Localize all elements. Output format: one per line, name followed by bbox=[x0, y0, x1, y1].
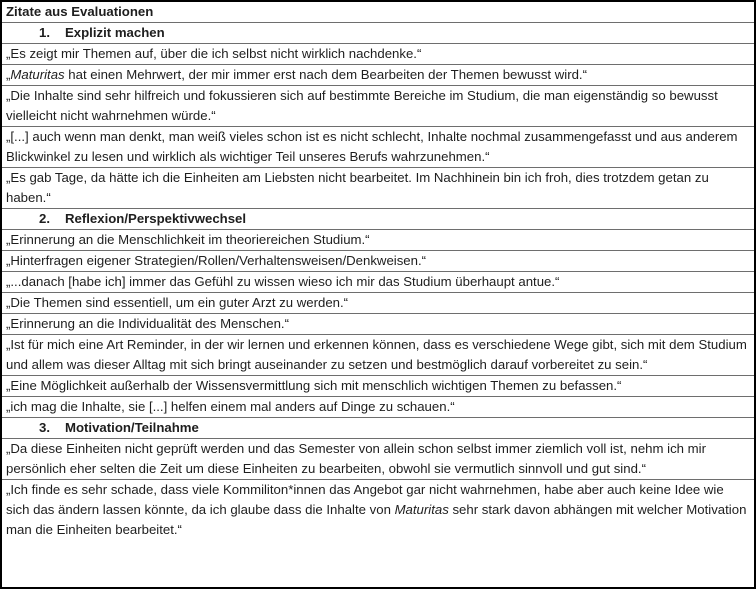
section-number: 1. bbox=[39, 25, 50, 40]
quote-text: „...danach [habe ich] immer das Gefühl zu wissen wieso ich mir das Studium überhaupt antue.“ bbox=[6, 274, 560, 289]
section-label: Motivation/Teilnahme bbox=[65, 420, 199, 435]
quote-text: „Die Themen sind essentiell, um ein guter Arzt zu werden.“ bbox=[6, 295, 349, 310]
quote-text: „Ich finde es sehr schade, dass viele Kommiliton*innen das Angebot gar nicht wahrnehmen, habe aber auch keine Idee wie sich das ändern lassen könnte, da ich glaube dass die Inhalte von bbox=[6, 482, 724, 517]
quote-text: „ich mag die Inhalte, sie [...] helfen einem mal anders auf Dinge zu schauen.“ bbox=[6, 399, 455, 414]
quote-row bbox=[2, 44, 754, 65]
quote-row bbox=[2, 376, 754, 397]
quote-row bbox=[2, 272, 754, 293]
quote-text: hat einen Mehrwert, der mir immer erst nach dem Bearbeiten der Themen bewusst wird.“ bbox=[64, 67, 587, 82]
section-label: Explizit machen bbox=[65, 25, 165, 40]
quote-row bbox=[2, 65, 754, 86]
quote-text: „[...] auch wenn man denkt, man weiß vieles schon ist es nicht schlecht, Inhalte nochmal zusammengefasst und aus anderem Blickwinkel zu lesen und wirklich als wichtiger Teil unseres Berufs wahrzunehmen.“ bbox=[6, 129, 738, 164]
quote-row bbox=[2, 251, 754, 272]
quote-row bbox=[2, 314, 754, 335]
program-name-italic: Maturitas bbox=[394, 502, 449, 517]
quote-text: „Es gab Tage, da hätte ich die Einheiten am Liebsten nicht bearbeitet. Im Nachhinein bin ich froh, dies trotzdem getan zu haben.“ bbox=[6, 170, 709, 205]
quote-text: „Die Inhalte sind sehr hilfreich und fokussieren sich auf bestimmte Bereiche im Studium, die man eigenständig so bewusst vielleicht nicht wahrnehmen würde.“ bbox=[6, 88, 718, 123]
quote-text: sehr stark davon abhängen mit welcher Motivation man die Einheiten bearbeitet.“ bbox=[6, 502, 747, 537]
section-label: Reflexion/Perspektivwechsel bbox=[65, 211, 247, 226]
quote-text: „Es zeigt mir Themen auf, über die ich selbst nicht wirklich nachdenke.“ bbox=[6, 46, 422, 61]
quote-row bbox=[2, 439, 754, 480]
quote-row bbox=[2, 127, 754, 168]
quote-text: „Erinnerung an die Menschlichkeit im theoriereichen Studium.“ bbox=[6, 232, 370, 247]
quote-row bbox=[2, 293, 754, 314]
program-name-italic: Maturitas bbox=[10, 67, 65, 82]
quote-text: „Hinterfragen eigener Strategien/Rollen/Verhaltensweisen/Denkweisen.“ bbox=[6, 253, 427, 268]
quote-text: „Ist für mich eine Art Reminder, in der wir lernen und erkennen können, dass es verschiedene Wege gibt, sich mit dem Studium und allem was dieser Alltag mit sich bringt auseinander zu setzen und bestmöglich darauf vorbereitet zu sein.“ bbox=[6, 337, 747, 372]
section-header-row bbox=[2, 418, 754, 439]
table-title-row bbox=[2, 2, 754, 23]
table-title: Zitate aus Evaluationen bbox=[6, 4, 154, 19]
quote-text: „Eine Möglichkeit außerhalb der Wissensvermittlung sich mit menschlich wichtigen Themen zu befassen.“ bbox=[6, 378, 622, 393]
quote-text: „Da diese Einheiten nicht geprüft werden und das Semester von allein schon selbst immer ziemlich voll ist, nehm ich mir persönlich eher selten die Zeit um diese Einheiten zu bearbeiten, obwohl sie vermutlich sinnvoll und gut sind.“ bbox=[6, 441, 706, 476]
section-number: 3. bbox=[39, 420, 50, 435]
section-header-row bbox=[2, 209, 754, 230]
section-number: 2. bbox=[39, 211, 50, 226]
section-header-row bbox=[2, 23, 754, 44]
quote-row bbox=[2, 397, 754, 418]
quote-row bbox=[2, 480, 754, 540]
quote-row bbox=[2, 230, 754, 251]
quote-text: „ bbox=[6, 67, 11, 82]
quote-text: „Erinnerung an die Individualität des Menschen.“ bbox=[6, 316, 289, 331]
quote-row bbox=[2, 86, 754, 127]
quote-row bbox=[2, 335, 754, 376]
quote-row bbox=[2, 168, 754, 209]
